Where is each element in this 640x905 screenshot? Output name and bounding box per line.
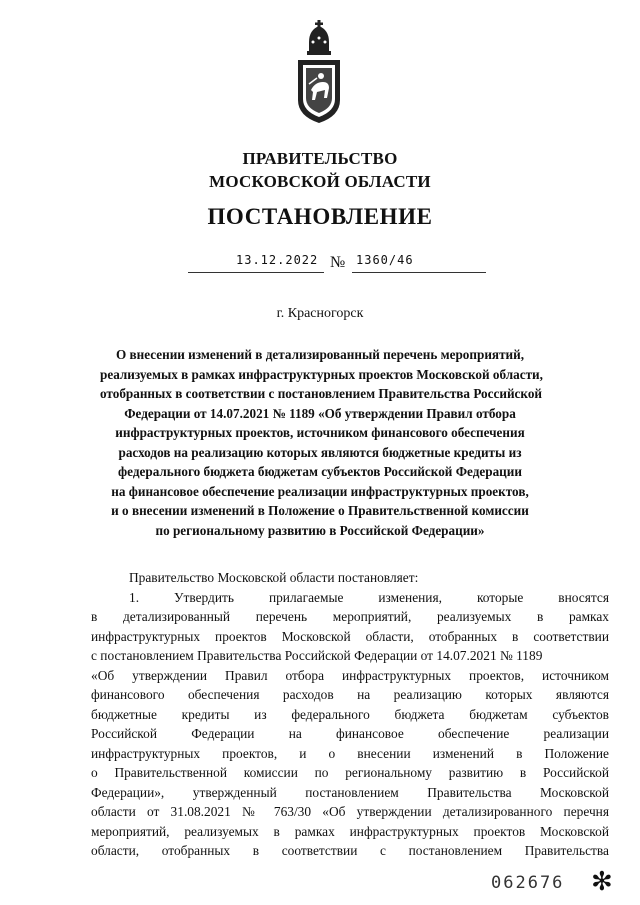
title-line: расходов на реализацию которых являются бюджетные кредиты из — [118, 444, 522, 460]
body-line: с постановлением Правительства Российской Федерации от 14.07.2021 № 1189 — [91, 648, 543, 663]
title-line: на финансовое обеспечение реализации инфраструктурных проектов, — [111, 483, 529, 499]
body-line: инфраструктурных проектов Московской области, отобранных в соответствии — [91, 628, 609, 644]
body-line: мероприятий, реализуемых в рамках инфраструктурных проектов Московской — [91, 823, 609, 839]
body-line: Российской Федерации на финансовое обеспечение реализации — [91, 726, 609, 741]
date-underline — [188, 272, 324, 273]
body-line: инфраструктурных проектов, и о внесении изменений в Положение — [91, 745, 609, 761]
title-line: Федерации от 14.07.2021 № 1189 «Об утверждении Правил отбора — [124, 405, 516, 421]
body-line: области, отобранных в соответствии с постановлением Правительства — [91, 843, 609, 858]
number-sign: № — [330, 254, 346, 271]
body-line: Федерации», утвержденный постановлением Правительства Московской — [91, 784, 609, 800]
issuer-name-line2: МОСКОВСКОЙ ОБЛАСТИ — [209, 172, 431, 191]
title-line: инфраструктурных проектов, источником финансового обеспечения — [115, 425, 525, 440]
body-line: 1. Утвердить прилагаемые изменения, которые вносятся — [129, 589, 609, 605]
body-line: финансового обеспечения расходов на реализацию которых являются — [91, 687, 609, 702]
document-body — [91, 568, 609, 861]
coat-of-arms-icon — [295, 20, 343, 124]
document-title — [100, 345, 543, 540]
body-line: в детализированный перечень мероприятий, реализуемых в рамках — [91, 609, 609, 624]
body-line: бюджетные кредиты из федерального бюджета бюджетам субъектов — [91, 706, 609, 722]
title-line: федерального бюджета бюджетам субъектов Российской Федерации — [118, 464, 522, 479]
serial-number: 062676 — [491, 873, 565, 893]
preamble-line: Правительство Московской области постановляет: — [129, 570, 419, 585]
title-line: О внесении изменений в детализированный перечень мероприятий, — [115, 347, 525, 362]
asterisk-mark: ✻ — [591, 867, 613, 896]
number-underline — [352, 272, 486, 273]
title-line: по региональному развитию в Российской Федерации» — [155, 522, 485, 538]
body-line: области от 31.08.2021 № 763/30 «Об утверждении детализированного перечня — [91, 804, 609, 819]
body-line: о Правительственной комиссии по региональному развитию в Российской — [91, 765, 609, 780]
title-line: отобранных в соответствии с постановлением Правительства Российской — [100, 386, 543, 401]
city-name: г. Красногорск — [276, 306, 364, 321]
title-line: реализуемых в рамках инфраструктурных проектов Московской области, — [100, 366, 543, 382]
title-line: и о внесении изменений в Положение о Правительственной комиссии — [111, 503, 529, 518]
document-date: 13.12.2022 — [236, 253, 319, 267]
document-type: ПОСТАНОВЛЕНИЕ — [207, 204, 433, 229]
issuer-name-line1: ПРАВИТЕЛЬСТВО — [242, 149, 398, 168]
body-line: «Об утверждении Правил отбора инфраструктурных проектов, источником — [91, 667, 609, 683]
document-number: 1360/46 — [356, 253, 414, 267]
